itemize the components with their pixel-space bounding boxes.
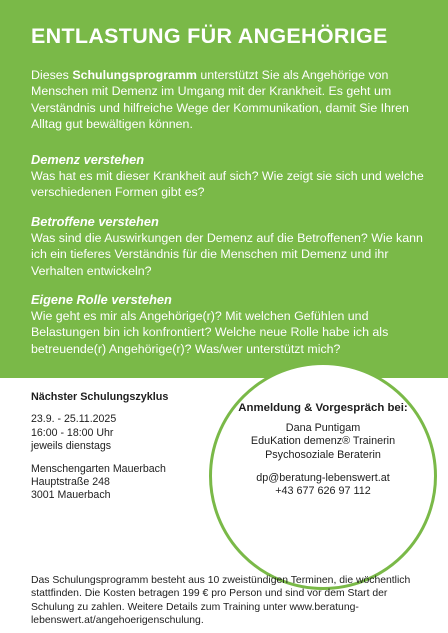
intro-post: unterstützt Sie als Angehörige von Menschen mit Demenz im Umgang mit der Krankheit. Es geht um Verständnis und hilfreiche Wege der Kommunikation, damit Sie Ihren Alltag gut bewältigen können. bbox=[31, 68, 409, 132]
intro-paragraph bbox=[31, 67, 431, 133]
venue-city: 3001 Mauerbach bbox=[31, 489, 111, 502]
contact-email-link[interactable]: dp@beratung-lebenswert.at bbox=[256, 471, 390, 484]
section-demenz-verstehen bbox=[31, 152, 436, 201]
section-heading: Demenz verstehen bbox=[31, 152, 145, 167]
section-eigene-rolle-verstehen bbox=[31, 292, 436, 357]
contact-name: Dana Puntigam bbox=[285, 422, 361, 435]
schedule-heading: Nächster Schulungszyklus bbox=[31, 391, 169, 403]
footer-note: Das Schulungsprogramm besteht aus 10 zweistündigen Terminen, die wöchentlich stattfinden. Die Kosten betragen 199 € pro Person und sind vor dem Start der Schulung zu zahlen. Weitere Details zum Training unter www.beratung-lebenswert.at/angehoerigenschulung. bbox=[31, 575, 411, 627]
contact-circle bbox=[209, 362, 437, 590]
section-heading: Eigene Rolle verstehen bbox=[31, 292, 172, 307]
schedule-time: 16:00 - 18:00 Uhr bbox=[31, 426, 114, 439]
schedule-dates: 23.9. - 25.11.2025 bbox=[31, 413, 117, 426]
contact-phone[interactable]: +43 677 626 97 112 bbox=[275, 485, 371, 498]
schedule-block bbox=[31, 391, 211, 503]
section-text: Was hat es mit dieser Krankheit auf sich? Wie zeigt sie sich und welche verschiedenen Formen gibt es? bbox=[31, 169, 424, 200]
intro-bold: Schulungsprogramm bbox=[72, 68, 197, 82]
page-title: ENTLASTUNG FÜR ANGEHÖRIGE bbox=[31, 24, 388, 48]
contact-block bbox=[212, 402, 434, 498]
contact-heading: Anmeldung & Vorgespräch bei: bbox=[238, 402, 408, 414]
venue-name: Menschengarten Mauerbach bbox=[31, 462, 166, 475]
venue-street: Hauptstraße 248 bbox=[31, 476, 110, 489]
section-betroffene-verstehen bbox=[31, 214, 436, 279]
intro-pre: Dieses bbox=[31, 68, 73, 82]
section-heading: Betroffene verstehen bbox=[31, 214, 159, 229]
section-text: Wie geht es mir als Angehörige(r)? Mit welchen Gefühlen und Belastungen bin ich konfrontiert? Welche neue Rolle habe ich als betreuende(r) Angehörige(r)? Was/wer unterstützt mich? bbox=[31, 309, 389, 356]
schedule-weekday: jeweils dienstags bbox=[31, 440, 112, 453]
section-text: Was sind die Auswirkungen der Demenz auf die Betroffenen? Wie kann ich ein tieferes Verständnis für die Menschen mit Demenz und ihr Verhalten entwickeln? bbox=[31, 231, 423, 278]
contact-role-trainer: EduKation demenz® Trainerin bbox=[250, 435, 396, 448]
contact-role-advisor: Psychosoziale Beraterin bbox=[265, 448, 381, 461]
